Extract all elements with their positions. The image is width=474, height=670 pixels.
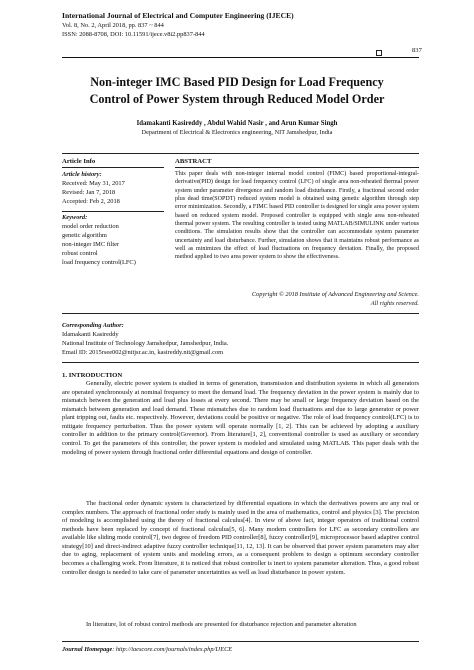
keyword-item: load frequency control(LFC) <box>62 259 136 266</box>
page-marker-icon <box>376 50 382 56</box>
footer-url[interactable]: : http://iaescore.com/journals/index.php/IJECE <box>112 646 233 653</box>
intro-paragraph: The fractional order dynamic system is characterized by differential equations in which the derivatives powers are any real or complex numbers. The approach of fractional order study is mainly used in the area of mathematics, control and physics [3]. The precision of modeling is accomplished using the theory of fractional calculus[4]. In view of above fact, integer operators of traditional control methods have been replaced by concept of fractional calculus[5, 6]. Many modern controllers for LFC as secondary controllers are available like sliding mode control[7], two degree of freedom PID controller[8], fuzzy controller[9], microprocessor based adaptive control strategy[10] and direct-indirect adaptive fuzzy controller technique[11, 12, 13]. It can be observed that power system parameters may alter due to aging, replacement of system units and modeling errors, as a consequent problem to design a optimum secondary controller becomes a challenging work. From literature, it is noticed that robust controller is inert to system parameter alteration. Thus, a good robust controller design is needed to take care of parameter uncertainties as well as load disturbance in power system. <box>62 500 419 576</box>
footer-rule <box>62 641 419 642</box>
abstract-text: This paper deals with non-integer internal model control (FIMC) based proportional-integral-derivative(PID) design for load frequency control (LFC) of single area non-reheated thermal power system under parameter divergence and random load disturbance. Firstly, a fractional second order plus dead time(SOPDT) reduced system model is obtained using genetic algorithm through step error minimization. Secondly, a FIMC based PID controller is designed for single area power system based on reduced system model. Proposed controller is equipped with single area non-reheated thermal power system. The resulting controller is tested using MATLAB/SIMULINK under various conditions. The simulation results show that the controller can accommodate system parameter uncertainty and load disturbance. Further, simulation shows that it maintains robust performance as well as minimizes the effect of load fluctuations on frequency deviation. Finally, the proposed method applied to two area power system to show the effectiveness. <box>175 171 419 261</box>
header-rule <box>62 57 419 58</box>
abstract-heading: ABSTRACT <box>175 158 212 165</box>
introduction-heading: 1. INTRODUCTION <box>62 372 123 379</box>
affiliation: Department of Electrical & Electronics engineering, NIT Jamshedpur, India <box>141 129 333 136</box>
keyword-item: model order reduction <box>62 223 119 230</box>
corresponding-rule <box>62 362 419 363</box>
rights-line: All rights reserved. <box>370 300 419 307</box>
article-info-rule <box>62 167 164 168</box>
corresponding-institute: National Institute of Technology Jamshedpur, Jamshedpur, India. <box>62 340 229 347</box>
received-date: Received: May 31, 2017 <box>62 180 125 187</box>
paper-title-line-2: Control of Power System through Reduced Model Order <box>89 92 385 106</box>
page-number: 837 <box>412 47 422 54</box>
intro-paragraph: Generally, electric power system is studied in terms of generation, transmission and distribution systems in which all generators are operated synchronously at nominal frequency to meet the demand load. The frequency deviation in the power system is mainly due to mismatch between the generation and load plus losses at every second. There may be small or large frequency deviation based on the mismatch between generation and load demand. These mismatches due to random load fluctuations and due to large generator or power plant tripping out, faults etc. respectively. However, deviations could be positive or negative. The role of load frequency control(LFC) is to mitigate frequency perturbation. Thus the power system will operate normally [1, 2]. This can be achieved by adopting a auxiliary controller in addition to the primary control(Governor). From literature[1, 2], conventional controller is used as auxiliary or secondary control. To get the parameters of this controller, the power system is modeled and simulated using MATLAB. This paper deals with the modeling of power system through fractional order differential equations and design of controller. <box>62 380 419 456</box>
footer-label: Journal Homepage <box>62 646 113 653</box>
revised-date: Revised: Jan 7, 2018 <box>62 189 116 196</box>
copyright-line: Copyright © 2018 Institute of Advanced Engineering and Science. <box>251 291 419 298</box>
journal-issn: ISSN: 2088-8708, DOI: 10.11591/ijece.v8i2.pp837-844 <box>62 31 205 38</box>
paper-title-line-1: Non-integer IMC Based PID Design for Load Frequency <box>90 75 384 89</box>
article-info-heading: Article Info <box>62 158 96 165</box>
corresponding-name: Idamakanti Kasireddy <box>62 331 119 338</box>
footer <box>62 646 232 653</box>
corresponding-heading: Corresponding Author: <box>62 322 124 329</box>
intro-paragraph: In literature, lot of robust control methods are presented for disturbance rejection and parameter alteration <box>86 621 357 628</box>
author-list: Idamakanti Kasireddy , Abdul Wahid Nasir , and Arun Kumar Singh <box>136 120 338 127</box>
abstract-rule <box>175 167 419 168</box>
history-rule <box>62 211 164 212</box>
corresponding-email: Email ID: 2015rsee002@nitjsr.ac.in, kasireddy.nit@gmail.com <box>62 349 224 356</box>
section-rule-bottom <box>62 313 419 314</box>
keyword-item: non-integer IMC filter <box>62 241 120 248</box>
section-rule-top <box>62 153 419 154</box>
history-label: Article history: <box>62 171 102 178</box>
keyword-label: Keyword: <box>62 214 88 221</box>
journal-title: International Journal of Electrical and Computer Engineering (IJECE) <box>62 11 294 20</box>
accepted-date: Accepted: Feb 2, 2018 <box>62 198 120 205</box>
keyword-item: robust control <box>62 250 98 257</box>
keyword-item: genetic algorithm <box>62 232 107 239</box>
journal-volume: Vol. 8, No. 2, April 2018, pp. 837 ~ 844 <box>62 22 164 29</box>
